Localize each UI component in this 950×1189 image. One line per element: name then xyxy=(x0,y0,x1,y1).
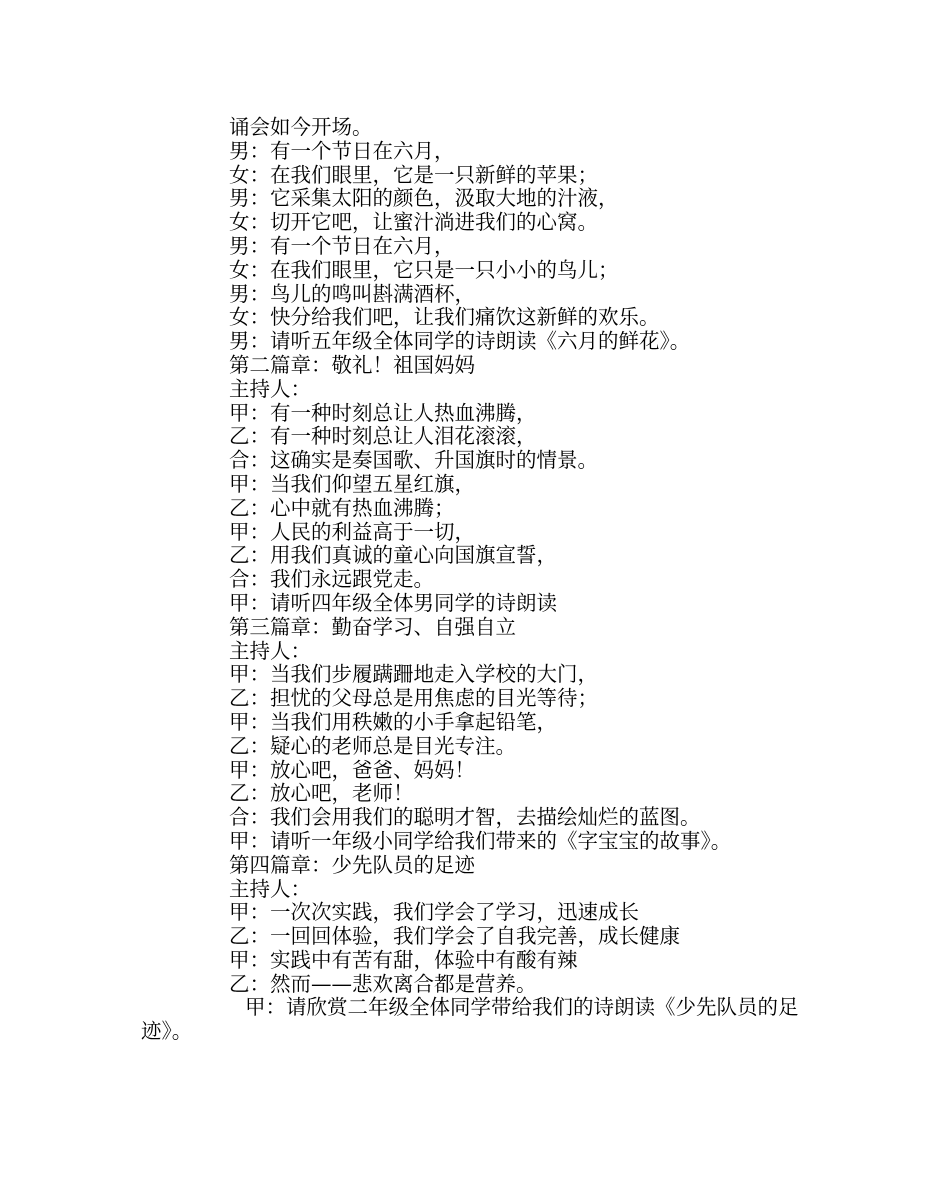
text-line: 甲：请听一年级小同学给我们带来的《字宝宝的故事》。 xyxy=(229,828,732,853)
text-line: 诵会如今开场。 xyxy=(229,115,373,139)
text-line: 主持人： xyxy=(229,638,311,663)
text-line: 合：这确实是奏国歌、升国旗时的情景。 xyxy=(229,448,598,473)
text-line: 女：快分给我们吧，让我们痛饮这新鲜的欢乐。 xyxy=(229,305,660,330)
text-line: 男：请听五年级全体同学的诗朗读《六月的鲜花》。 xyxy=(229,329,691,354)
text-line: 男：有一个节日在六月， xyxy=(229,233,455,258)
text-line: 男：鸟儿的鸣叫斟满酒杯， xyxy=(229,281,475,306)
section-heading: 第四篇章：少先队员的足迹 xyxy=(229,852,475,877)
text-line: 主持人： xyxy=(229,876,311,901)
text-line: 男：有一个节日在六月， xyxy=(229,138,455,163)
section-heading: 第二篇章：敬礼！祖国妈妈 xyxy=(229,352,475,377)
text-line: 乙：用我们真诚的童心向国旗宣誓， xyxy=(229,543,557,568)
text-line: 甲：请听四年级全体男同学的诗朗读 xyxy=(229,590,557,615)
final-paragraph: 甲：请欣赏二年级全体同学带给我们的诗朗读《少先队员的足迹》。 xyxy=(141,995,799,1044)
text-line: 乙：一回回体验，我们学会了自我完善，成长健康 xyxy=(229,924,680,949)
text-line: 乙：然而——悲欢离合都是营养。 xyxy=(229,971,537,996)
text-line: 乙：心中就有热血沸腾； xyxy=(229,495,455,520)
text-line: 甲：放心吧，爸爸、妈妈！ xyxy=(229,757,475,782)
text-line: 甲：当我们步履蹒跚地走入学校的大门， xyxy=(229,662,598,687)
section-heading: 第三篇章：勤奋学习、自强自立 xyxy=(229,614,516,639)
text-line: 甲：当我们仰望五星红旗， xyxy=(229,471,475,496)
text-line: 男：它采集太阳的颜色，汲取大地的汁液， xyxy=(229,186,619,211)
script-text xyxy=(141,116,821,1044)
text-line: 主持人： xyxy=(229,376,311,401)
text-line: 合：我们永远跟党走。 xyxy=(229,567,434,592)
text-line: 甲：一次次实践，我们学会了学习，迅速成长 xyxy=(229,900,639,925)
text-line: 女：在我们眼里，它只是一只小小的鸟儿； xyxy=(229,257,619,282)
text-line: 甲：当我们用秩嫩的小手拿起铅笔， xyxy=(229,709,557,734)
text-line: 乙：放心吧，老师！ xyxy=(229,781,414,806)
text-line: 甲：人民的利益高于一切， xyxy=(229,519,475,544)
text-line: 合：我们会用我们的聪明才智，去描绘灿烂的蓝图。 xyxy=(229,805,701,830)
text-line: 甲：有一种时刻总让人热血沸腾， xyxy=(229,400,537,425)
text-line: 乙：有一种时刻总让人泪花滚滚， xyxy=(229,424,537,449)
text-line: 女：在我们眼里，它是一只新鲜的苹果； xyxy=(229,162,598,187)
text-line: 女：切开它吧，让蜜汁淌进我们的心窝。 xyxy=(229,210,598,235)
text-line: 乙：疑心的老师总是目光专注。 xyxy=(229,733,516,758)
text-line: 甲：实践中有苦有甜，体验中有酸有辣 xyxy=(229,947,578,972)
text-line: 乙：担忧的父母总是用焦虑的目光等待； xyxy=(229,686,598,711)
